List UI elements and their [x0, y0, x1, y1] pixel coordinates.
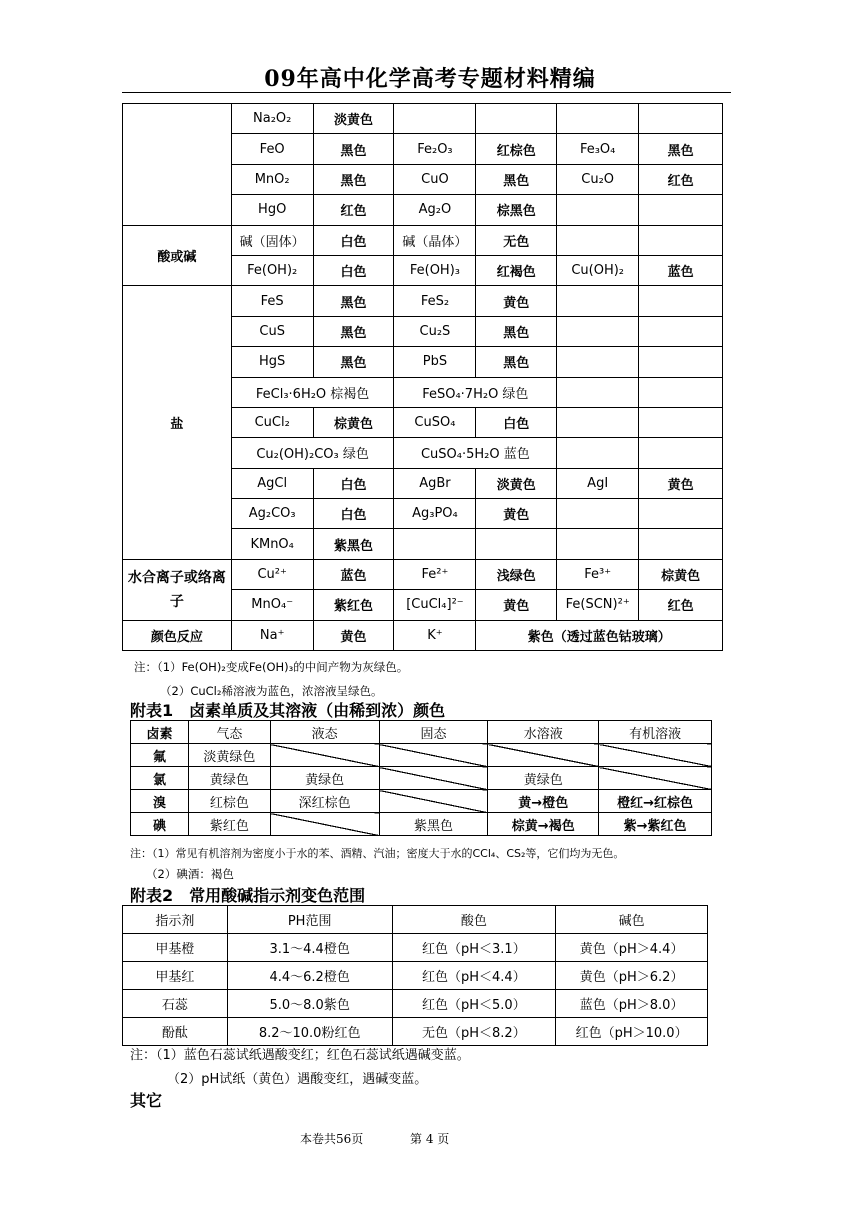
appendix2-title: 附表2 常用酸碱指示剂变色范围 [130, 886, 366, 905]
cell [488, 744, 599, 767]
cell: CuO [394, 164, 476, 194]
cell: 红棕色 [188, 790, 270, 813]
cell: CuSO₄ [394, 407, 476, 437]
appendix1-note-2: （2）碘酒：褐色 [146, 867, 234, 881]
cell: 黑色 [639, 134, 723, 164]
table-row [123, 620, 723, 650]
cell [639, 225, 723, 255]
table-header-row [123, 906, 708, 934]
table-row [123, 1018, 708, 1046]
cell: 黑色 [313, 164, 394, 194]
note-1: 注：（1）Fe(OH)₂变成Fe(OH)₃的中间产物为灰绿色。 [134, 660, 409, 674]
col-header: 液态 [270, 721, 379, 744]
appendix1-title: 附表1 卤素单质及其溶液（由稀到浓）颜色 [130, 701, 446, 720]
cell: 紫红色 [188, 813, 270, 836]
cell: 溴 [131, 790, 189, 813]
cell: Fe²⁺ [394, 559, 476, 589]
footer-total-pages: 本卷共56页 [300, 1132, 364, 1146]
cell [557, 316, 639, 346]
cell: CuS [231, 316, 313, 346]
cell: 黄色（pH＞6.2） [556, 962, 708, 990]
cell [394, 104, 476, 134]
cell: FeS [231, 286, 313, 316]
table-row [131, 744, 712, 767]
col-header: 酸色 [392, 906, 556, 934]
appendix2-note-1: 注：（1）蓝色石蕊试纸遇酸变红；红色石蕊试纸遇碱变蓝。 [130, 1048, 470, 1063]
page-title: 09年高中化学高考专题材料精编 [264, 66, 596, 92]
cell: 红色（pH＜4.4） [392, 962, 556, 990]
cell: 白色 [313, 225, 394, 255]
cell: 氯 [131, 767, 189, 790]
cell: Ag₃PO₄ [394, 499, 476, 529]
cell: Fe₃O₄ [557, 134, 639, 164]
cell [557, 347, 639, 377]
table-row [131, 813, 712, 836]
cell [639, 286, 723, 316]
cell: 黑色 [476, 164, 557, 194]
cell [599, 744, 712, 767]
table-row [123, 962, 708, 990]
col-header: PH范围 [227, 906, 392, 934]
cell: Fe(OH)₃ [394, 255, 476, 285]
cell [639, 195, 723, 225]
cell [639, 529, 723, 559]
cell [379, 744, 488, 767]
cell: AgCl [231, 468, 313, 498]
cell: 黄色（pH＞4.4） [556, 934, 708, 962]
appendix1-note-1: 注：（1）常见有机溶剂为密度小于水的苯、酒精、汽油；密度大于水的CCl₄、CS₂等，它们均为无色。 [130, 847, 625, 860]
cell: 黑色 [313, 286, 394, 316]
header-rule [122, 92, 731, 93]
cell [639, 438, 723, 468]
category-cell-salt: 盐 [123, 286, 232, 560]
cell: 红色 [639, 164, 723, 194]
category-cell-oxide [123, 104, 232, 226]
cell: 红褐色 [476, 255, 557, 285]
cell: 3.1～4.4橙色 [227, 934, 392, 962]
cell: Fe(SCN)²⁺ [557, 590, 639, 620]
cell: 深红棕色 [270, 790, 379, 813]
cell [639, 377, 723, 407]
table-row [123, 559, 723, 589]
cell [476, 529, 557, 559]
cell: 无色（pH＜8.2） [392, 1018, 556, 1046]
cell [639, 347, 723, 377]
cell: Cu(OH)₂ [557, 255, 639, 285]
cell: Na₂O₂ [231, 104, 313, 134]
cell: Fe(OH)₂ [231, 255, 313, 285]
cell: 红色（pH＜5.0） [392, 990, 556, 1018]
cell: 黑色 [476, 316, 557, 346]
table-row [123, 225, 723, 255]
table-row [123, 286, 723, 316]
cell: CuCl₂ [231, 407, 313, 437]
cell [557, 529, 639, 559]
cell [270, 813, 379, 836]
cell [379, 790, 488, 813]
cell [557, 225, 639, 255]
table-header-row [131, 721, 712, 744]
cell: AgBr [394, 468, 476, 498]
cell: Cu₂S [394, 316, 476, 346]
cell [557, 438, 639, 468]
cell: Ag₂CO₃ [231, 499, 313, 529]
col-header: 指示剂 [123, 906, 228, 934]
col-header: 卤素 [131, 721, 189, 744]
cell: 黄色 [476, 590, 557, 620]
cell [639, 407, 723, 437]
cell [599, 767, 712, 790]
cell: 红棕色 [476, 134, 557, 164]
cell: 红色（pH＞10.0） [556, 1018, 708, 1046]
cell [557, 195, 639, 225]
cell: 8.2～10.0粉红色 [227, 1018, 392, 1046]
cell: 红色（pH＜3.1） [392, 934, 556, 962]
cell: 紫红色 [313, 590, 394, 620]
cell [557, 377, 639, 407]
cell: HgS [231, 347, 313, 377]
cell [557, 407, 639, 437]
cell: MnO₂ [231, 164, 313, 194]
table-row [123, 934, 708, 962]
cell [379, 767, 488, 790]
appendix2-note-2: （2）pH试纸（黄色）遇酸变红，遇碱变蓝。 [167, 1072, 428, 1087]
cell: 甲基红 [123, 962, 228, 990]
cell: 浅绿色 [476, 559, 557, 589]
col-header: 有机溶液 [599, 721, 712, 744]
cell: Cu₂O [557, 164, 639, 194]
cell: [CuCl₄]²⁻ [394, 590, 476, 620]
cell: 蓝色（pH＞8.0） [556, 990, 708, 1018]
cell: 黑色 [476, 347, 557, 377]
cell: 棕黄色 [313, 407, 394, 437]
cell: Cu²⁺ [231, 559, 313, 589]
cell [476, 104, 557, 134]
cell: 红色 [639, 590, 723, 620]
cell [557, 499, 639, 529]
table-row [123, 104, 723, 134]
cell: MnO₄⁻ [231, 590, 313, 620]
cell: 淡黄绿色 [188, 744, 270, 767]
cell: 蓝色 [639, 255, 723, 285]
cell: 无色 [476, 225, 557, 255]
category-cell-ion: 水合离子或络离子 [123, 559, 232, 620]
cell: K⁺ [394, 620, 476, 650]
cell: 紫黑色 [379, 813, 488, 836]
cell: 碘 [131, 813, 189, 836]
color-table [122, 103, 723, 651]
cell: FeO [231, 134, 313, 164]
cell: 黄色 [313, 620, 394, 650]
cell: FeS₂ [394, 286, 476, 316]
table-row [131, 790, 712, 813]
cell: KMnO₄ [231, 529, 313, 559]
cell: 酚酞 [123, 1018, 228, 1046]
cell: 红色 [313, 195, 394, 225]
cell: 棕黑色 [476, 195, 557, 225]
cell: 白色 [476, 407, 557, 437]
cell: 黄色 [476, 499, 557, 529]
cell [557, 104, 639, 134]
cell: 蓝色 [313, 559, 394, 589]
other-title: 其它 [130, 1091, 163, 1110]
cell: 黄色 [476, 286, 557, 316]
cell: 碱（固体） [231, 225, 313, 255]
cell: Ag₂O [394, 195, 476, 225]
cell: FeSO₄·7H₂O 绿色 [394, 377, 557, 407]
cell: 5.0～8.0紫色 [227, 990, 392, 1018]
halogen-table [130, 720, 712, 836]
cell [557, 286, 639, 316]
cell: CuSO₄·5H₂O 蓝色 [394, 438, 557, 468]
cell: 黑色 [313, 316, 394, 346]
cell: Fe₂O₃ [394, 134, 476, 164]
cell: 棕黄→褐色 [488, 813, 599, 836]
cell: Cu₂(OH)₂CO₃ 绿色 [231, 438, 394, 468]
cell: 淡黄色 [313, 104, 394, 134]
cell [394, 529, 476, 559]
cell: 黄绿色 [188, 767, 270, 790]
cell: 白色 [313, 499, 394, 529]
cell: 黄绿色 [270, 767, 379, 790]
table-row [123, 990, 708, 1018]
cell [639, 499, 723, 529]
col-header: 碱色 [556, 906, 708, 934]
cell: 白色 [313, 255, 394, 285]
cell: 棕黄色 [639, 559, 723, 589]
cell: 紫黑色 [313, 529, 394, 559]
cell [639, 316, 723, 346]
cell: 氟 [131, 744, 189, 767]
table-row [131, 767, 712, 790]
cell: 紫→紫红色 [599, 813, 712, 836]
cell: Fe³⁺ [557, 559, 639, 589]
category-cell-acid-base: 酸或碱 [123, 225, 232, 286]
cell: PbS [394, 347, 476, 377]
cell: 黑色 [313, 134, 394, 164]
cell: 石蕊 [123, 990, 228, 1018]
cell: AgI [557, 468, 639, 498]
footer-page-number: 第 4 页 [410, 1132, 450, 1146]
cell: 4.4～6.2橙色 [227, 962, 392, 990]
cell: 淡黄色 [476, 468, 557, 498]
category-cell-flame: 颜色反应 [123, 620, 232, 650]
cell: 碱（晶体） [394, 225, 476, 255]
cell: 黄绿色 [488, 767, 599, 790]
cell: 橙红→红棕色 [599, 790, 712, 813]
note-2: （2）CuCl₂稀溶液为蓝色，浓溶液呈绿色。 [160, 684, 383, 698]
cell: 紫色（透过蓝色钴玻璃） [476, 620, 723, 650]
cell: 白色 [313, 468, 394, 498]
cell: FeCl₃·6H₂O 棕褐色 [231, 377, 394, 407]
col-header: 水溶液 [488, 721, 599, 744]
cell: 甲基橙 [123, 934, 228, 962]
cell [639, 104, 723, 134]
cell: 黑色 [313, 347, 394, 377]
col-header: 气态 [188, 721, 270, 744]
cell [270, 744, 379, 767]
cell: Na⁺ [231, 620, 313, 650]
cell: HgO [231, 195, 313, 225]
col-header: 固态 [379, 721, 488, 744]
indicator-table [122, 905, 708, 1046]
cell: 黄色 [639, 468, 723, 498]
cell: 黄→橙色 [488, 790, 599, 813]
